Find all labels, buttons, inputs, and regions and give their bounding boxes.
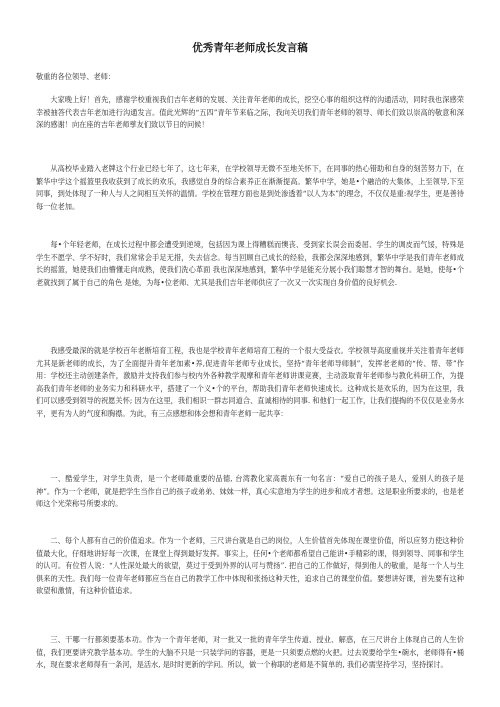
body-paragraph-7: 三、干哪一行都须要基本功。作为一个青年老师，对一批又一批的青年学生传道、授业、解惑，在三尺讲台上体现自己的人生价值，我们更要讲究教学基本功。学生的大脑不只是一只装学问的容器，更是一只须要点燃的火把。过去说要给学生•碗水，老师得有•桶水，现在要求老师得有一条河，是活水, 是时时更新的学问。所以，做一个称职的老师是不简单的, 我们必需坚持学习，坚持探讨。: [36, 635, 464, 670]
salutation: 敬重的各位领导、老师：: [36, 72, 116, 81]
document-title: 优秀青年老师成长发言稿: [192, 42, 308, 54]
body-paragraph-3: 每•个年轻老师，在成长过程中都会遭受到逆境，包括因为课上得糟糕而懊丧、受到家长误会而委屈、学生的调皮而气馁，特殊是学生不愿学、学不好时，我们常常会手足无措，失去信念。每当回顾自己成长的经验，我都会深深地感到，繁华中学是我们青年老师成长的摇篮，她使我们由懵懂走向成熟，使我们洗心革面 我也深深地感到，繁华中学是能充分展小我们聪慧才智的舞台。是她，使每•个老就找到了属于自己的角色 是她，为每•位老师、尤其是我们吉年老师供应了一次又一次实现自身价值的良好机会.: [36, 240, 464, 287]
body-paragraph-6: 二、每个人都有自己的价值追求。作为一个老师，三尺讲台就是自己的岗位，人生价值首先体现在课堂价值，所以应努力使这种价值最大化，仔细地讲好每一次课，在课堂上得到最好发挥。事实上，任何•个老师都希望自己能讲•手精彩的课，得到领导、同事和学生的认可。有位哲人说：“人性深处最大的欲望，莫过于受到外界的认可与赞扬”. 把自己的工作做好，得到他人的敬重，是每一个人与生俱来的天性。我们每一位青年老师都应当在自己的教学工作中体现和张扬这种天性，追求自己的课堂价值。要想讲好课，首先要有这种欲望和激情，有这种价值追求。: [36, 536, 464, 596]
body-paragraph-5: 一、酷爱学生，对学生负责，是一个老师最重要的品德, 台湾教化家高震东有一句名言：“爱自己的孩子是人，爱别人的孩子是神”。作为一个老师，就是把学生当作自己的孩子或弟弟、妹妹一样，真心实意地为学生的进步和成才者想。这是职业所要求的，也是老师这个光荣称号所要求的。: [36, 474, 464, 509]
body-paragraph-1: 大家晚上好！首先，感谢学校重视我们吉年老师的发展、关注青年老师的成长，挖空心事的组织这样的沟通活动，同时我也深感荣幸被抽答代表吉年老加进行沟通发言。值此光辉的“五四”青年节来临之际，我向关切我们青年老师的领导、师长们致以崇高的敬意和深深的感谢！向在座的吉年老师孳友们致以节日的问候！: [36, 95, 464, 130]
body-paragraph-4: 我感受最深的就是学校百年老断培育工程，我也是学校青年老师培育工程的一个很大受益衣。学校领导高度重视并关注着青年老师尤其是新老师的成长，为了全面提升青年老加素•养,促进青年老师专业成长，坚持“青年老师导师制”，发挥老老师的“传、帮、带”作用：学校还主动创建条件，激励并支持我们参与校内外各种教学观摩和青年老师讲课竞赛，主动汲取青年老师参与教化科研工作，为提高我们青年老师的业务实力和科研水平，搭建了一个义•个的平台，帮助我们青年老师快速成长。这种成长是欢乐的，因为在这里，我们可以感受到领导的祝愿关怀; 因为在这里，我们相识一群志同道合、直诚相待的同事. 和他们一起工作，让我们提掏的不仅仅是业务水平，更有为人的气度和胸襟。为此，有三点感想和体会想和青年老师一起共享：: [36, 346, 464, 418]
body-paragraph-2: 从高校毕业踏入老牌这个行业已经七年了，这七年来，在学校领导无微不至地关怀下，在同事的热心错助和自身的刻苦努力下，在繁华中学这个摇篮里我收获到了成长的欢乐，我感觉自身的综合素养正在渐渐提高。繁华中学，她是•个融洽的大集体，上至领导,下至同事，到处体现了一种人与人之间相互关怀的温情。学校在管理方面也是到处渗透着“以人为本”的理念，不仅仅是重:视学生，更是善待每一位老加。: [36, 164, 464, 211]
